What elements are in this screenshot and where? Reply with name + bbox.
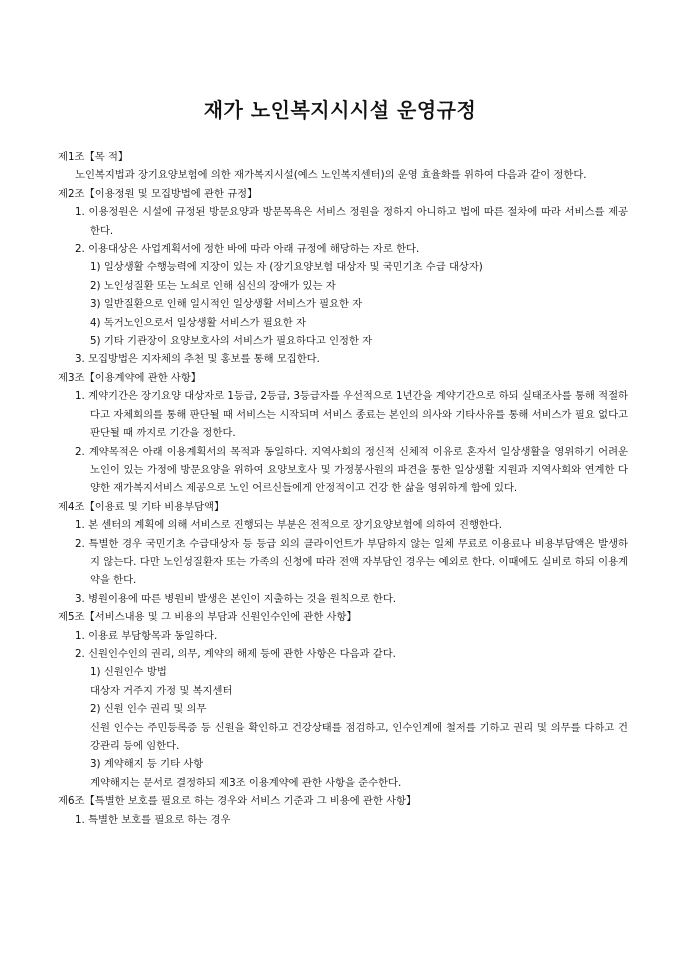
paragraph-line: 5) 기타 기관장이 요양보호사의 서비스가 필요하다고 인정한 자: [90, 335, 373, 348]
article-heading: 제2조【이용정원 및 모집방법에 관한 규정】: [58, 187, 258, 200]
paragraph-line: 노인복지법과 장기요양보험에 의한 재가복지시설(예스 노인복지센터)의 운영 효율화를 위하여 다음과 같이 정한다.: [75, 169, 587, 182]
paragraph-line: 4) 독거노인으로서 일상생활 서비스가 필요한 자: [90, 316, 306, 329]
paragraph-line: 신원 인수는 주민등록증 등 신원을 확인하고 건강상태를 점검하고, 인수인계에 철저를 기하고 권리 및 의무를 다하고 건강관리 등에 임한다.: [90, 721, 629, 752]
paragraph-line: 1. 특별한 보호를 필요로 하는 경우: [75, 813, 231, 826]
article-heading: 제3조【이용계약에 관한 사항】: [58, 371, 202, 384]
paragraph-line: 2. 특별한 경우 국민기초 수급대상자 등 등급 외의 클라이언트가 부담하지 않는 일체 무료로 이용료나 비용부담액은 발생하지 않는다. 다만 노인성질환자 또는 가족의 신청에 따라 전액 자부담인 경우는 예외로 한다. 이때에도 실비로 하되 이용계약을 한다.: [75, 537, 628, 587]
paragraph-line: 3. 병원이용에 따른 병원비 발생은 본인이 지출하는 것을 원칙으로 한다.: [75, 592, 397, 605]
paragraph-line: 1. 이용정원은 시설에 규정된 방문요양과 방문목욕은 서비스 정원을 정하지 아니하고 법에 따른 절차에 따라 서비스를 제공한다.: [75, 206, 628, 237]
paragraph-line: 1) 일상생활 수행능력에 지장이 있는 자 (장기요양보험 대상자 및 국민기초 수급 대상자): [90, 261, 483, 274]
paragraph-line: 3) 일반질환으로 인해 일시적인 일상생활 서비스가 필요한 자: [90, 298, 363, 311]
paragraph-line: 2. 계약목적은 아래 이용계획서의 목적과 동일하다. 지역사회의 정신적 신체적 이유로 혼자서 일상생활을 영위하기 어려운 노인이 있는 가정에 방문요양을 위하여 요양보호사 및 가정봉사원의 파견을 통한 일상생활 지원과 지역사회와 연계한 다양한 재가복지서비스 제공으로 노인 어르신들에게 안정적이고 건강 한 삶을 영위하게 함에 있다.: [75, 445, 628, 495]
paragraph-line: 3) 계약해지 등 기타 사항: [90, 758, 204, 771]
paragraph-line: 1. 이용료 부담항목과 동일하다.: [75, 629, 218, 642]
paragraph-line: 3. 모집방법은 지자체의 추천 및 홍보를 통해 모집한다.: [75, 353, 320, 366]
paragraph-line: 2) 노인성질환 또는 노쇠로 인해 심신의 장애가 있는 자: [90, 279, 336, 292]
article-heading: 제1조【목 적】: [58, 151, 129, 163]
document-body: [58, 148, 628, 829]
document-title: 재가 노인복지시시설 운영규정: [203, 98, 477, 122]
paragraph-line: 계약해지는 문서로 결정하되 제3조 이용계약에 관한 사항을 준수한다.: [90, 776, 402, 789]
paragraph-line: 대상자 거주지 가정 및 복지센터: [90, 684, 233, 697]
paragraph-line: 1. 계약기간은 장기요양 대상자로 1등급, 2등급, 3등급자를 우선적으로 1년간을 계약기간으로 하되 실태조사를 통해 적절하다고 자체회의를 통해 판단될 때 서비스는 시작되며 서비스 종료는 본인의 의사와 기타사유를 통해 서비스가 필요 없다고 판단될 때 까지로 기간을 정한다.: [75, 390, 628, 440]
paragraph-line: 2) 신원 인수 권리 및 의무: [90, 703, 207, 716]
article-heading: 제6조【특별한 보호를 필요로 하는 경우와 서비스 기준과 그 비용에 관한 사항】: [58, 795, 417, 808]
article-heading: 제4조【이용료 및 기타 비용부담액】: [58, 500, 225, 513]
paragraph-line: 1. 본 센터의 계획에 의해 서비스로 진행되는 부분은 전적으로 장기요양보험에 의하여 진행한다.: [75, 519, 503, 532]
paragraph-line: 2. 이용대상은 사업계획서에 정한 바에 따라 아래 규정에 해당하는 자로 한다.: [75, 243, 420, 256]
paragraph-line: 1) 신원인수 방법: [90, 666, 167, 679]
article-heading: 제5조【서비스내용 및 그 비용의 부담과 신원인수인에 관한 사항】: [58, 611, 357, 624]
paragraph-line: 2. 신원인수인의 권리, 의무, 계약의 해제 등에 관한 사항은 다음과 같다.: [75, 647, 396, 660]
